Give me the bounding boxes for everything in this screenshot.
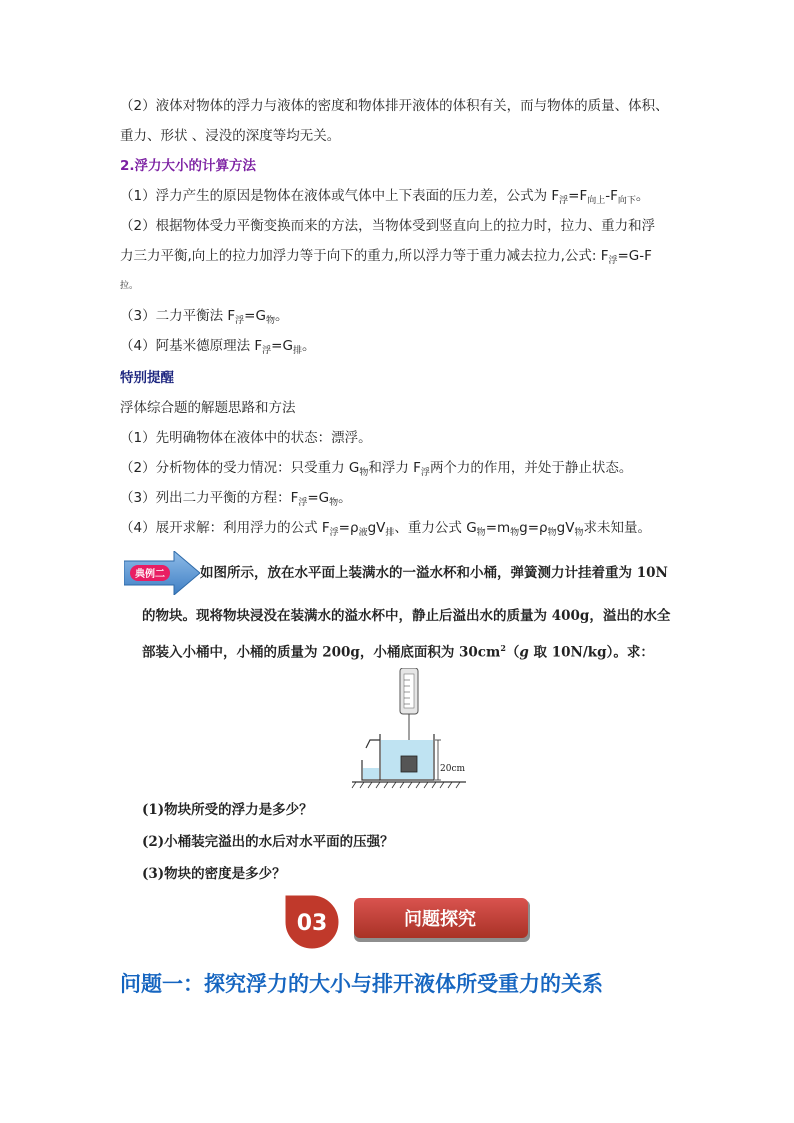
tip-step-1: （1）先明确物体在液体中的状态：漂浮。 bbox=[120, 430, 372, 446]
text: 力三力平衡,向上的拉力加浮力等于向下的重力,所以浮力等于重力减去拉力,公式: F bbox=[120, 248, 609, 264]
tip-step-3 bbox=[120, 488, 352, 510]
overflow-cup-figure bbox=[348, 668, 468, 790]
subscript: 物 bbox=[329, 498, 339, 508]
section-title: 2.浮力大小的计算方法 bbox=[120, 158, 257, 174]
subscript: 排 bbox=[385, 528, 395, 538]
text: （4）展开求解：利用浮力的公式 F bbox=[120, 520, 330, 536]
text: =G bbox=[307, 490, 330, 506]
subscript: 浮 bbox=[329, 528, 339, 538]
block bbox=[401, 756, 417, 772]
text: 两个力的作用，并处于静止状态。 bbox=[429, 460, 633, 476]
text: （ bbox=[505, 644, 520, 661]
text: 求未知量。 bbox=[583, 520, 651, 536]
example-badge-label: 典例二 bbox=[135, 569, 165, 580]
text: =G bbox=[271, 338, 293, 354]
text: （2）分析物体的受力情况：只受重力 G bbox=[120, 460, 360, 476]
subscript: 物 bbox=[547, 528, 557, 538]
text: 部装入小桶中，小桶的质量为 200g，小桶底面积为 30cm bbox=[142, 644, 501, 661]
text: gV bbox=[556, 520, 575, 536]
text: 、重力公式 G bbox=[394, 520, 477, 536]
formula-line-4 bbox=[120, 336, 315, 358]
subscript: 物 bbox=[359, 468, 369, 478]
question-1: (1)物块所受的浮力是多少？ bbox=[142, 802, 313, 818]
tip-step-2 bbox=[120, 458, 632, 480]
text: 。 bbox=[274, 308, 289, 324]
text: （3）列出二力平衡的方程：F bbox=[120, 490, 299, 506]
tip-step-4 bbox=[120, 518, 651, 540]
text: 和浮力 F bbox=[368, 460, 421, 476]
subscript: 浮 bbox=[235, 316, 245, 326]
subscript: 浮 bbox=[420, 468, 430, 478]
subscript: 排 bbox=[292, 346, 302, 356]
section-number: 03 bbox=[296, 911, 328, 936]
subscript: 浮 bbox=[608, 256, 618, 266]
text: （3）二力平衡法 F bbox=[120, 308, 236, 324]
text: （1）浮力产生的原因是物体在液体或气体中上下表面的压力差，公式为 F bbox=[120, 188, 560, 204]
subscript: 向下 bbox=[617, 196, 636, 206]
text: 取 10N/kg）。求： bbox=[528, 644, 654, 661]
question-heading: 问题一：探究浮力的大小与排开液体所受重力的关系 bbox=[120, 971, 603, 996]
text: g=ρ bbox=[519, 520, 548, 536]
subscript: 物 bbox=[265, 316, 275, 326]
section-badge bbox=[278, 888, 534, 956]
formula-line-3 bbox=[120, 306, 288, 328]
text: -F bbox=[605, 188, 618, 204]
subscript: 向上 bbox=[587, 196, 606, 206]
example-line-3 bbox=[142, 638, 654, 663]
text: =F bbox=[568, 188, 588, 204]
formula-line-1 bbox=[120, 186, 649, 208]
text: 。 bbox=[338, 490, 352, 506]
paragraph-line: （2）液体对物体的浮力与液体的密度和物体排开液体的体积有关，而与物体的质量、体积、 bbox=[120, 98, 669, 114]
subscript: 物 bbox=[574, 528, 584, 538]
section-title-badge: 问题探究 bbox=[404, 909, 476, 930]
dimension-label: 20cm bbox=[440, 764, 466, 774]
paragraph-line: 重力、形状 、浸没的深度等均无关。 bbox=[120, 128, 341, 144]
text: g bbox=[519, 644, 529, 661]
text: =G-F bbox=[617, 248, 652, 264]
subscript: 浮 bbox=[298, 498, 308, 508]
text: （4）阿基米德原理法 F bbox=[120, 338, 263, 354]
text: gV bbox=[367, 520, 386, 536]
subscript-line: 拉。 bbox=[120, 281, 139, 291]
text: =m bbox=[485, 520, 511, 536]
example-line-2: 的物块。现将物块浸没在装满水的溢水杯中，静止后溢出水的质量为 400g，溢出的水全 bbox=[142, 608, 671, 624]
question-2: (2)小桶装完溢出的水后对水平面的压强？ bbox=[142, 834, 394, 850]
example-arrow-badge bbox=[124, 551, 200, 595]
tip-title: 特别提醒 bbox=[120, 370, 174, 386]
text: =ρ bbox=[338, 520, 359, 536]
subscript: 浮 bbox=[559, 196, 569, 206]
example-line-1: 如图所示，放在水平面上装满水的一溢水杯和小桶，弹簧测力计挂着重为 10N bbox=[200, 565, 668, 581]
text: =G bbox=[244, 308, 266, 324]
subscript: 物 bbox=[510, 528, 520, 538]
tip-intro: 浮体综合题的解题思路和方法 bbox=[120, 400, 296, 416]
formula-line-2 bbox=[120, 246, 652, 268]
subscript: 液 bbox=[358, 528, 368, 538]
superscript: 2 bbox=[500, 643, 506, 653]
subscript: 浮 bbox=[262, 346, 272, 356]
text: 。 bbox=[301, 338, 316, 354]
paragraph-line: （2）根据物体受力平衡变换而来的方法，当物体受到竖直向上的拉力时，拉力、重力和浮 bbox=[120, 218, 656, 234]
subscript: 物 bbox=[476, 528, 486, 538]
question-3: (3)物块的密度是多少？ bbox=[142, 866, 286, 882]
text: 。 bbox=[635, 188, 650, 204]
